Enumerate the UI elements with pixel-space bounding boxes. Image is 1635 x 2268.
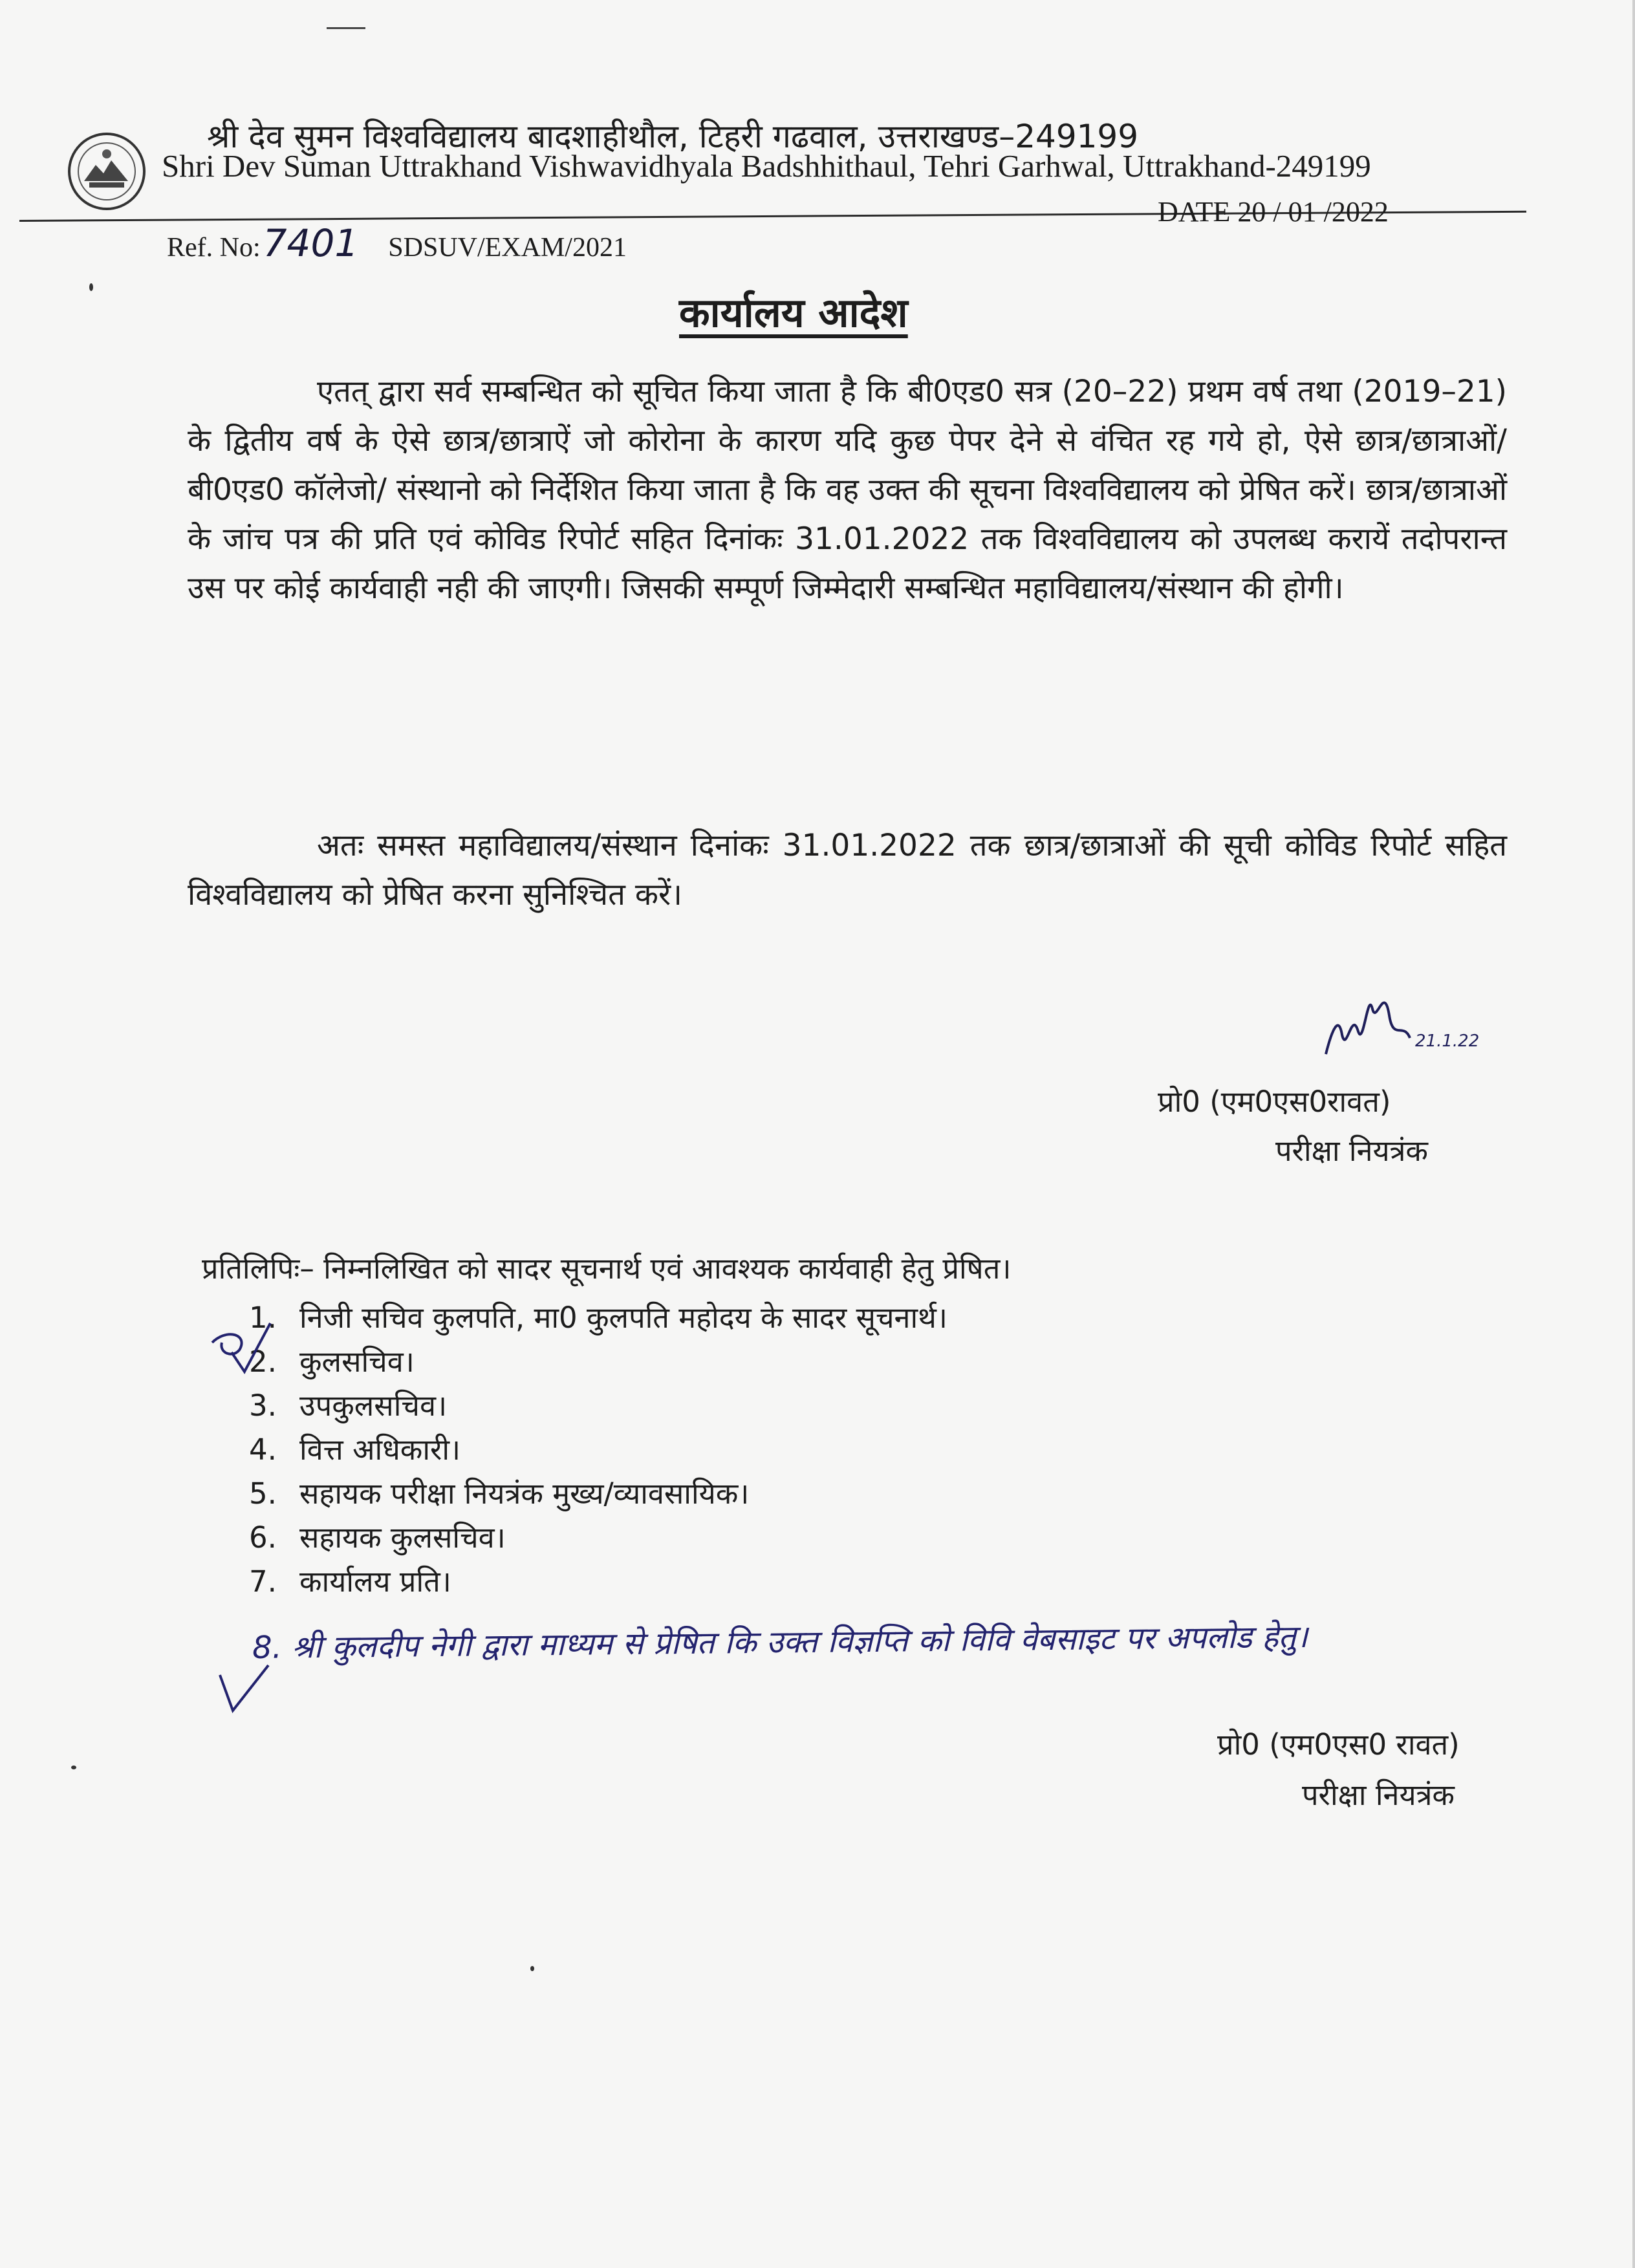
body-paragraph-2: अतः समस्त महाविद्यालय/संस्थान दिनांकः 31.01.2022 तक छात्र/छात्राओं की सूची कोविड रिपोर्ट सहित विश्वविद्यालय को प्रेषित करना सुनिश्चित करें।	[188, 828, 1507, 913]
ref-handwritten-number: 7401	[263, 221, 359, 265]
university-name-hindi: श्री देव सुमन विश्वविद्यालय बादशाहीथौल, टिहरी गढवाल, उत्तराखण्ड–249199	[207, 118, 1139, 155]
copy-list	[249, 1297, 947, 1605]
signatory-1-name: प्रो0 (एम0एस0रावत)	[1158, 1085, 1391, 1119]
list-item: 7. कार्यालय प्रति।	[249, 1564, 451, 1599]
list-item: 3. उपकुलसचिव।	[249, 1388, 448, 1423]
page-edge-shadow	[1632, 0, 1635, 2268]
signatory-2-designation: परीक्षा नियत्रंक	[1302, 1778, 1455, 1812]
ref-label: Ref. No:	[167, 233, 261, 263]
list-item: 6. सहायक कुलसचिव।	[249, 1520, 506, 1555]
copy-heading: प्रतिलिपिः– निम्नलिखित को सादर सूचनार्थ एवं आवश्यक कार्यवाही हेतु प्रेषित।	[202, 1251, 1012, 1286]
scan-speck	[71, 1766, 76, 1769]
ref-code: SDSUV/EXAM/2021	[388, 233, 627, 263]
university-name-english: Shri Dev Suman Uttrakhand Vishwavidhyala Badshhithaul, Tehri Garhwal, Uttrakhand-249199	[162, 148, 1371, 184]
scan-speck	[530, 1966, 534, 1971]
document-date: DATE 20 / 01 /2022	[1158, 196, 1389, 228]
signature-1-icon	[1313, 970, 1488, 1067]
signatory-1-designation: परीक्षा नियत्रंक	[1275, 1134, 1428, 1168]
list-item: 2. कुलसचिव।	[249, 1345, 415, 1379]
reference-number	[167, 221, 627, 265]
university-seal-icon	[65, 129, 149, 213]
scan-speck	[89, 283, 93, 291]
list-item: 4. वित्त अधिकारी।	[249, 1432, 461, 1467]
list-item: 5. सहायक परीक्षा नियत्रंक मुख्य/व्यावसायिक।	[249, 1476, 750, 1511]
list-item: 1. निजी सचिव कुलपति, मा0 कुलपति महोदय के सादर सूचनार्थ।	[249, 1301, 947, 1335]
body-paragraph-1: एतत् द्वारा सर्व सम्बन्धित को सूचित किया जाता है कि बी0एड0 सत्र (20–22) प्रथम वर्ष तथा (2019–21) के द्वितीय वर्ष के ऐसे छात्र/छात्राऐं जो कोरोना के कारण यदि कुछ पेपर देने से वंचित रह गये हो, ऐसे छात्र/छात्राओं/बी0एड0 कॉलेजो/ संस्थानो को निर्देशित किया जाता है कि वह उक्त की सूचना विश्वविद्यालय को प्रेषित करें। छात्र/छात्राओं के जांच पत्र की प्रति एवं कोविड रिपोर्ट सहित दिनांकः 31.01.2022 तक विश्वविद्यालय को उपलब्ध करायें तदोपरान्त उस पर कोई कार्यवाही नही की जाएगी। जिसकी सम्पूर्ण जिम्मेदारी सम्बन्धित महाविद्यालय/संस्थान की होगी।	[188, 374, 1507, 606]
signature-1-date: 21.1.22	[1415, 1031, 1480, 1051]
signatory-2-name: प्रो0 (एम0एस0 रावत)	[1217, 1727, 1460, 1762]
handwritten-list-item: 8. श्री कुलदीप नेगी द्वारा माध्यम से प्रेषित कि उक्त विज्ञप्ति को विवि वेबसाइट पर अपलोड हेतु।	[252, 1618, 1308, 1666]
handwritten-tick-icon	[206, 1317, 277, 1375]
top-mark	[327, 27, 365, 29]
document-title: कार्यालय आदेश	[679, 289, 908, 336]
